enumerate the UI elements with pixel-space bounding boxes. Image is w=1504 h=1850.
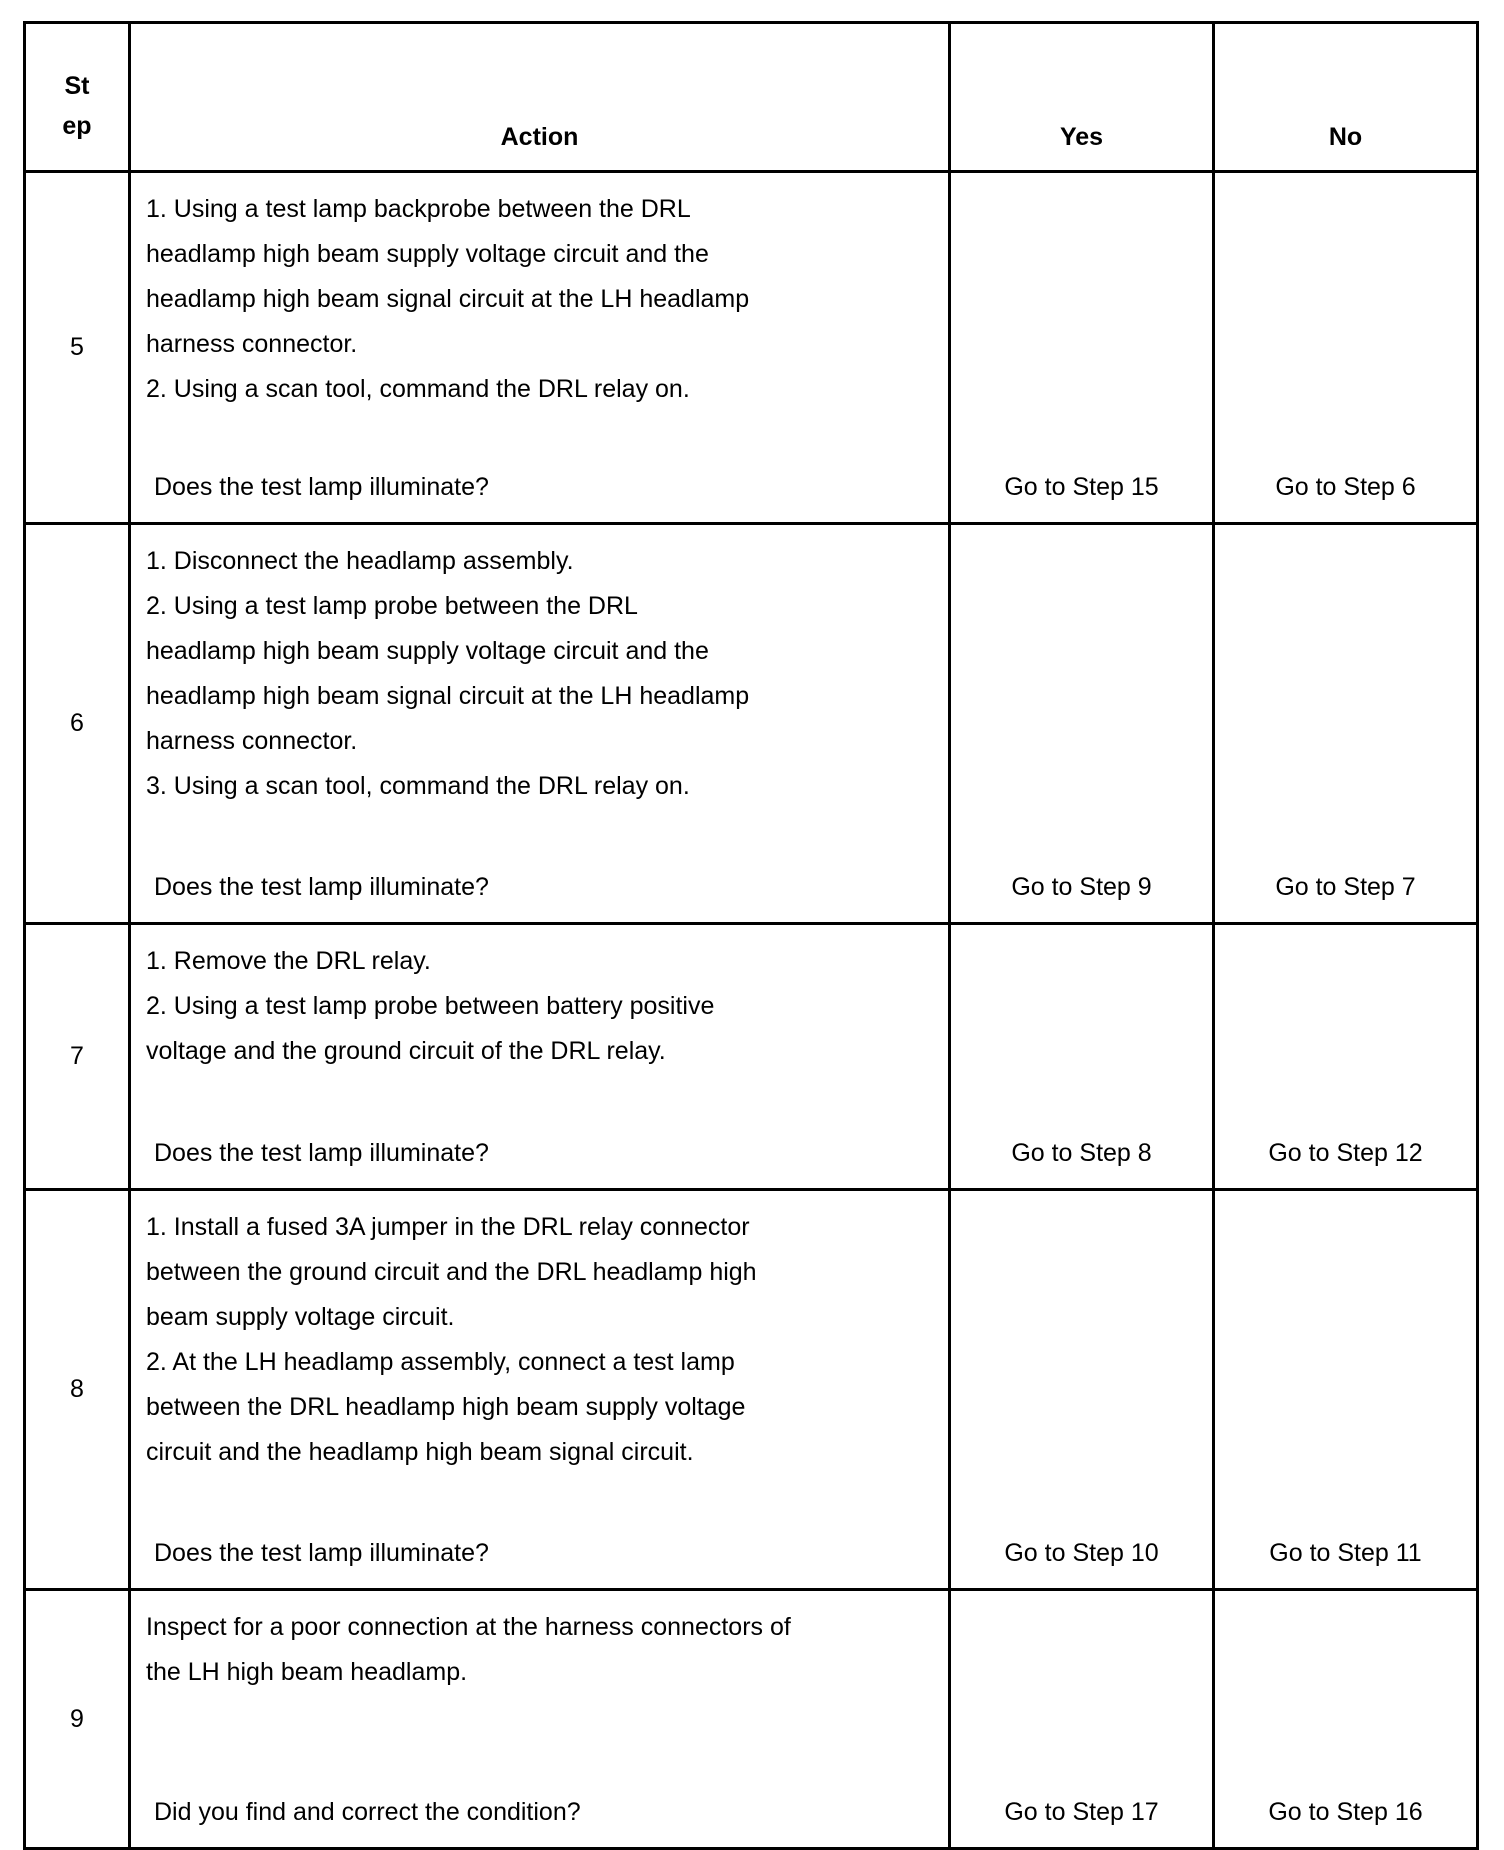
action-question: Does the test lamp illuminate? bbox=[154, 873, 489, 901]
step-number: 6 bbox=[25, 524, 130, 924]
no-result: Go to Step 7 bbox=[1214, 524, 1478, 924]
header-row bbox=[25, 23, 1478, 172]
action-line: between the ground circuit and the DRL headlamp high bbox=[146, 1258, 757, 1286]
header-yes: Yes bbox=[950, 23, 1214, 172]
action-content bbox=[146, 925, 938, 1188]
action-line: 1. Remove the DRL relay. bbox=[146, 947, 431, 975]
action-cell bbox=[130, 1590, 950, 1849]
action-question: Does the test lamp illuminate? bbox=[154, 473, 489, 501]
action-line: Inspect for a poor connection at the harness connectors of bbox=[146, 1613, 791, 1641]
action-content bbox=[146, 1191, 938, 1588]
action-cell bbox=[130, 924, 950, 1190]
table-row bbox=[25, 1590, 1478, 1849]
step-number: 8 bbox=[25, 1190, 130, 1590]
action-line: 1. Disconnect the headlamp assembly. bbox=[146, 547, 574, 575]
action-steps bbox=[146, 1591, 938, 1695]
action-line: headlamp high beam supply voltage circuit and the bbox=[146, 637, 709, 665]
action-line: beam supply voltage circuit. bbox=[146, 1303, 455, 1331]
action-question: Did you find and correct the condition? bbox=[154, 1798, 581, 1826]
action-cell bbox=[130, 1190, 950, 1590]
table-row bbox=[25, 1190, 1478, 1590]
table-row bbox=[25, 524, 1478, 924]
action-content bbox=[146, 525, 938, 922]
action-content bbox=[146, 173, 938, 522]
no-result: Go to Step 16 bbox=[1214, 1590, 1478, 1849]
action-cell bbox=[130, 172, 950, 524]
action-line: 2. Using a test lamp probe between battery positive bbox=[146, 992, 715, 1020]
table-row bbox=[25, 924, 1478, 1190]
action-steps bbox=[146, 173, 938, 412]
action-line: 3. Using a scan tool, command the DRL relay on. bbox=[146, 772, 690, 800]
action-steps bbox=[146, 1191, 938, 1475]
yes-result: Go to Step 15 bbox=[950, 172, 1214, 524]
action-line: circuit and the headlamp high beam signal circuit. bbox=[146, 1438, 694, 1466]
action-cell bbox=[130, 524, 950, 924]
action-line: harness connector. bbox=[146, 727, 358, 755]
step-number: 7 bbox=[25, 924, 130, 1190]
no-result: Go to Step 12 bbox=[1214, 924, 1478, 1190]
action-line: 2. At the LH headlamp assembly, connect a test lamp bbox=[146, 1348, 735, 1376]
diagnostic-table bbox=[23, 21, 1479, 1850]
step-number: 5 bbox=[25, 172, 130, 524]
no-result: Go to Step 6 bbox=[1214, 172, 1478, 524]
action-question: Does the test lamp illuminate? bbox=[154, 1539, 489, 1567]
yes-result: Go to Step 10 bbox=[950, 1190, 1214, 1590]
action-line: 1. Install a fused 3A jumper in the DRL relay connector bbox=[146, 1213, 750, 1241]
yes-result: Go to Step 9 bbox=[950, 524, 1214, 924]
action-line: the LH high beam headlamp. bbox=[146, 1658, 468, 1686]
action-line: voltage and the ground circuit of the DRL relay. bbox=[146, 1037, 666, 1065]
table-row bbox=[25, 172, 1478, 524]
header-action: Action bbox=[130, 23, 950, 172]
action-line: 2. Using a test lamp probe between the DRL bbox=[146, 592, 638, 620]
header-step: St ep bbox=[25, 23, 130, 172]
step-number: 9 bbox=[25, 1590, 130, 1849]
action-line: between the DRL headlamp high beam supply voltage bbox=[146, 1393, 746, 1421]
yes-result: Go to Step 17 bbox=[950, 1590, 1214, 1849]
yes-result: Go to Step 8 bbox=[950, 924, 1214, 1190]
action-content bbox=[146, 1591, 938, 1847]
action-line: headlamp high beam signal circuit at the LH headlamp bbox=[146, 285, 750, 313]
no-result: Go to Step 11 bbox=[1214, 1190, 1478, 1590]
action-line: 1. Using a test lamp backprobe between the DRL bbox=[146, 195, 691, 223]
header-no: No bbox=[1214, 23, 1478, 172]
action-steps bbox=[146, 525, 938, 809]
action-question: Does the test lamp illuminate? bbox=[154, 1139, 489, 1167]
action-line: harness connector. bbox=[146, 330, 358, 358]
action-line: 2. Using a scan tool, command the DRL relay on. bbox=[146, 375, 690, 403]
action-line: headlamp high beam signal circuit at the LH headlamp bbox=[146, 682, 750, 710]
action-line: headlamp high beam supply voltage circuit and the bbox=[146, 240, 709, 268]
action-steps bbox=[146, 925, 938, 1074]
